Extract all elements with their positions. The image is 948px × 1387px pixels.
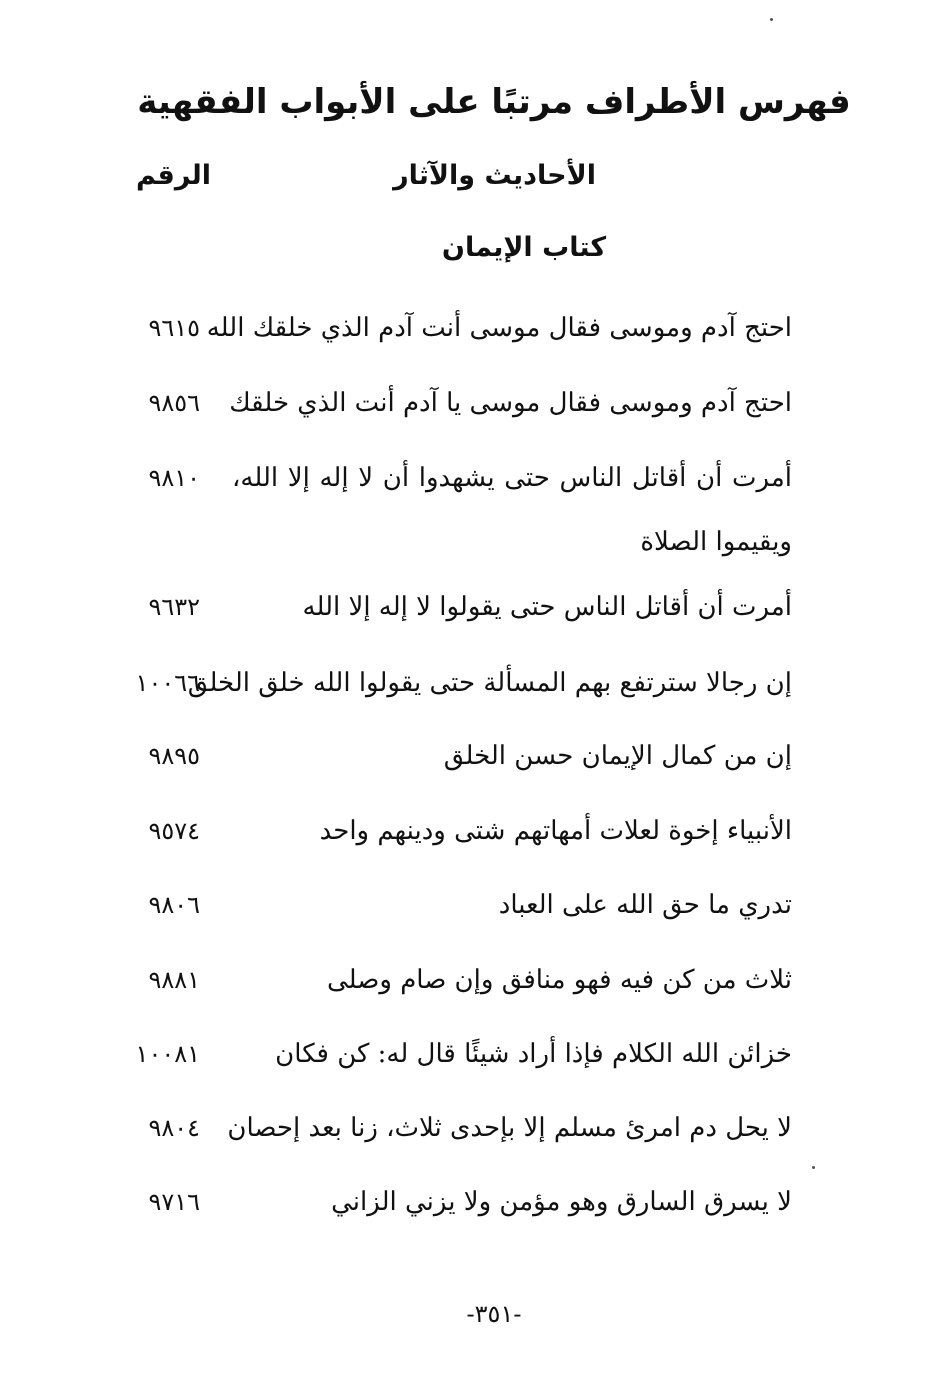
column-header-hadith: الأحاديث والآثار [393,160,596,191]
entry-number: ٩٨٨١ [148,966,200,994]
entry-number: ٩٦١٥ [148,314,200,342]
entry-text: لا يحل دم امرئ مسلم إلا بإحدى ثلاث، زنا بعد إحصان [227,1113,792,1143]
entry-number: ٩٦٣٢ [148,593,200,621]
entry-text: لا يسرق السارق وهو مؤمن ولا يزني الزاني [331,1187,792,1217]
entry-text: إن رجالا سترتفع بهم المسألة حتى يقولوا الله خلق الخلق [187,668,792,698]
entry-number: ٩٨٠٤ [148,1114,200,1142]
scan-speck [812,1166,815,1169]
entry-text: أمرت أن أقاتل الناس حتى يشهدوا أن لا إله إلا الله، ويقيموا الصلاة [232,463,792,557]
entry-text: ثلاث من كن فيه فهو منافق وإن صام وصلى [327,965,792,995]
entry-number: ٩٥٧٤ [148,817,200,845]
entry-text: احتج آدم وموسى فقال موسى يا آدم أنت الذي خلقك [229,388,792,418]
entry-number: ٩٧١٦ [148,1188,200,1216]
column-header-number: الرقم [136,160,212,191]
entry-text: أمرت أن أقاتل الناس حتى يقولوا لا إله إلا الله [302,592,792,622]
entry-number: ١٠٠٦٦ [135,669,200,697]
entry-number: ٩٨١٠ [148,464,200,492]
entry-number: ٩٨٩٥ [148,742,200,770]
entry-text: إن من كمال الإيمان حسن الخلق [443,741,792,771]
entry-text: خزائن الله الكلام فإذا أراد شيئًا قال له: كن فكان [275,1039,792,1069]
scan-speck [770,18,773,21]
page-title: فهرس الأطراف مرتبًا على الأبواب الفقهية [137,82,851,122]
entry-number: ٩٨٥٦ [148,389,200,417]
page-number: -٣٥١- [466,1300,522,1328]
entry-number: ١٠٠٨١ [135,1040,200,1068]
entry-text: احتج آدم وموسى فقال موسى أنت آدم الذي خلقك الله [206,313,792,343]
entry-text: تدري ما حق الله على العباد [498,890,792,920]
entry-text: الأنبياء إخوة لعلات أمهاتهم شتى ودينهم واحد [319,816,792,846]
entry-number: ٩٨٠٦ [148,891,200,919]
section-heading: كتاب الإيمان [441,232,607,263]
